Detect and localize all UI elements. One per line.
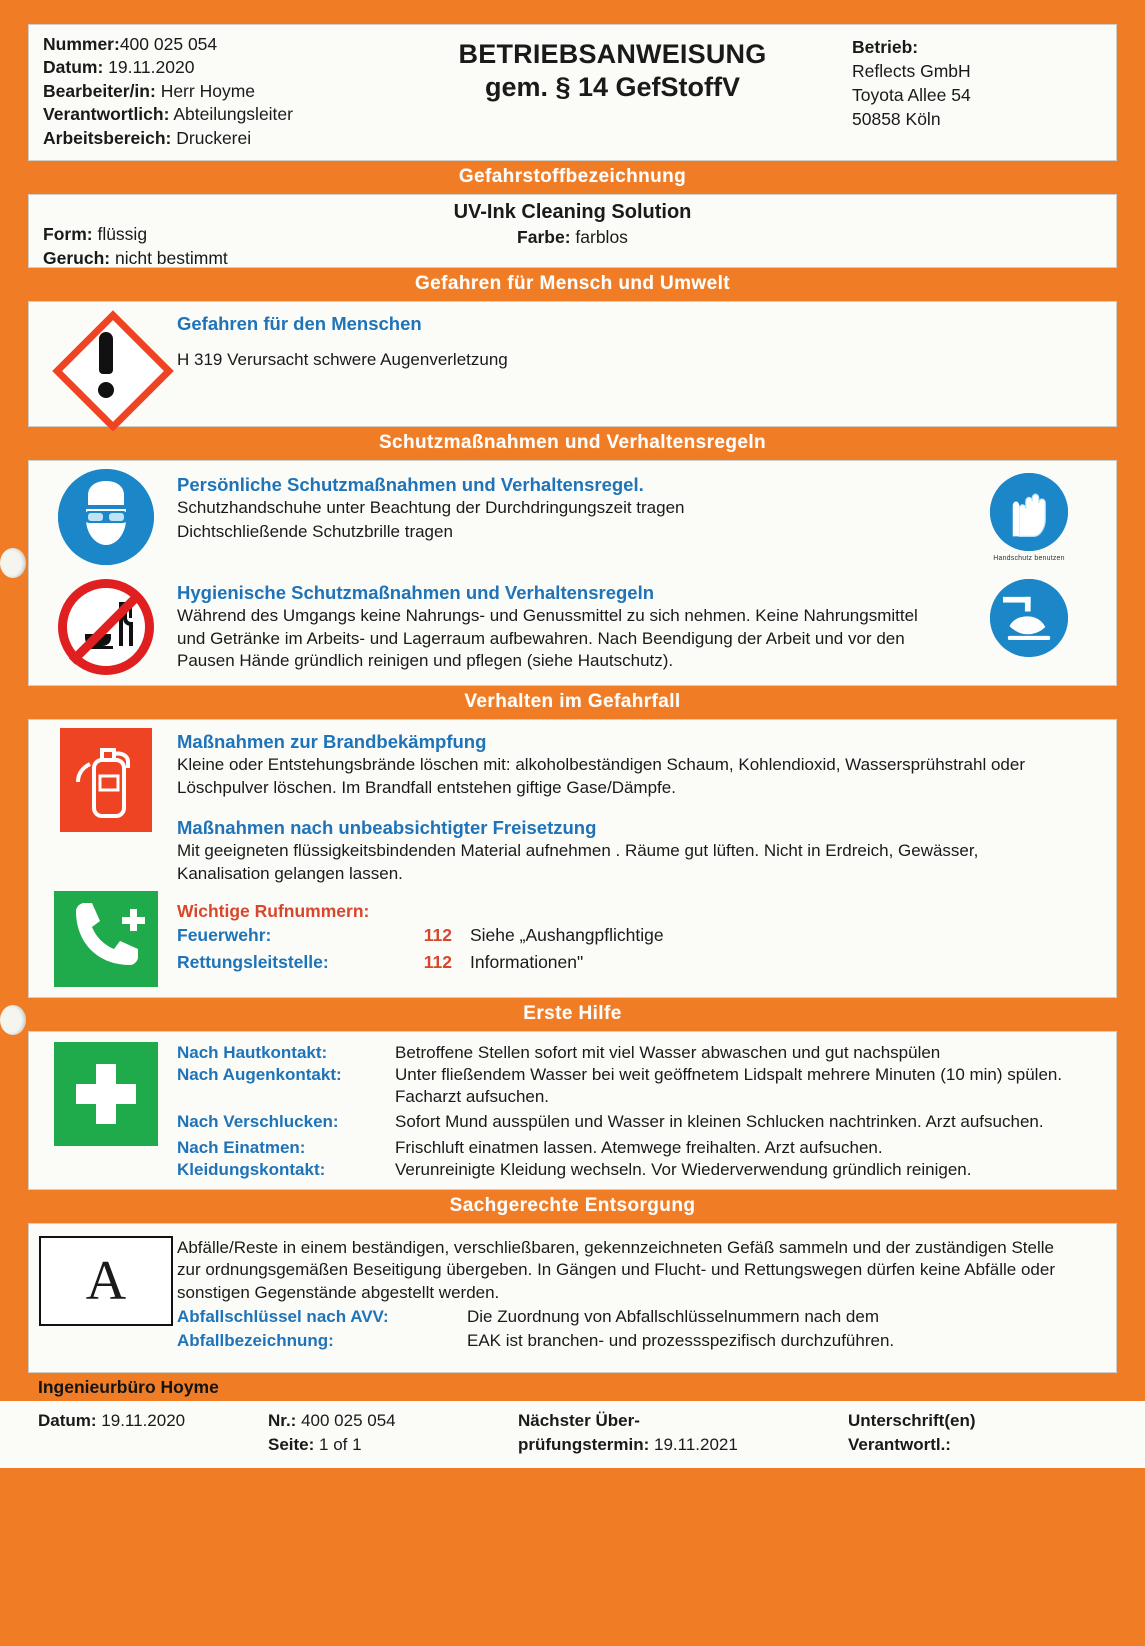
hand-protection-sign-icon — [990, 473, 1068, 551]
disposal-key-label: Abfallschlüssel nach AVV: — [177, 1307, 389, 1327]
footer-date-label: Datum: — [38, 1410, 97, 1430]
emergency-number-row — [177, 923, 1104, 948]
emergency-number-note-0: Siehe „Aushangpflichtige — [470, 925, 664, 946]
substance-form-label: Form: — [43, 224, 93, 245]
footer-sign-label-2: Verantwortl.: — [848, 1435, 951, 1455]
substance-odour-label: Geruch: — [43, 247, 111, 268]
company-block — [852, 33, 1102, 150]
footer-nr-value: 400 025 054 — [301, 1410, 396, 1430]
substance-color-label: Farbe: — [517, 227, 571, 248]
field-verantwortlich-value: Abteilungsleiter — [173, 104, 293, 125]
protection-panel — [28, 460, 1117, 686]
field-nummer — [43, 33, 373, 56]
firstaid-label-0: Nach Hautkontakt: — [177, 1043, 328, 1063]
hand-protection-caption: Handschutz benutzen — [993, 555, 1065, 563]
disposal-icon-column — [41, 1236, 171, 1353]
disposal-panel — [28, 1223, 1117, 1373]
footer-brand: Ingenieurbüro Hoyme — [38, 1376, 219, 1397]
firstaid-row — [177, 1042, 1104, 1064]
firstaid-row — [177, 1159, 1104, 1181]
field-bearbeiter — [43, 80, 373, 103]
footer-review-label-1: Nächster Über- — [518, 1410, 640, 1430]
field-arbeitsbereich — [43, 127, 373, 150]
field-arbeitsbereich-value: Druckerei — [176, 127, 252, 148]
release-text: Mit geeigneten flüssigkeitsbindenden Material aufnehmen . Räume gut lüften. Nicht in Erdreich, Gewässer, Kanalisation gelangen lassen. — [177, 841, 979, 883]
firstaid-text-4: Verunreinigte Kleidung wechseln. Vor Wiederverwendung gründlich reinigen. — [395, 1159, 972, 1179]
emergency-panel — [28, 719, 1117, 998]
fire-text: Kleine oder Entstehungsbrände löschen mit: alkoholbeständigen Schaum, Kohlendioxid, Wassersprühstrahl oder Löschpulver löschen. Im Brandfall entstehen giftige Gase/Dämpfe. — [177, 755, 1025, 797]
personal-protection-line-2: Dichtschließende Schutzbrille tragen — [177, 521, 453, 541]
fire-heading: Maßnahmen zur Brandbekämpfung — [177, 731, 487, 753]
hazards-panel — [28, 301, 1117, 427]
firstaid-label-4: Kleidungskontakt: — [177, 1159, 326, 1179]
substance-color-value: farblos — [575, 227, 628, 248]
wash-hands-sign-icon — [990, 579, 1068, 657]
footer-date-cell — [38, 1409, 268, 1458]
footer-review-cell — [518, 1409, 848, 1458]
personal-protection-heading: Persönliche Schutzmaßnahmen und Verhaltensregel. — [177, 474, 644, 496]
footer-grid — [0, 1401, 1145, 1468]
disposal-name-label: Abfallbezeichnung: — [177, 1331, 334, 1351]
field-bearbeiter-label: Bearbeiter/in: — [43, 80, 156, 101]
eye-protection-sign-icon — [58, 469, 154, 565]
disposal-name-value: EAK ist branchen- und prozessspezifisch durchzuführen. — [467, 1331, 895, 1351]
company-name: Reflects GmbH — [852, 61, 971, 82]
hazards-heading: Gefahren für den Menschen — [177, 313, 422, 335]
document-header — [28, 24, 1117, 161]
page-title — [373, 33, 852, 150]
footer-number-cell — [268, 1409, 518, 1458]
section-bar-firstaid: Erste Hilfe — [523, 1003, 622, 1025]
page-title-line1: BETRIEBSANWEISUNG — [458, 39, 767, 69]
substance-name: UV-Ink Cleaning Solution — [453, 201, 692, 224]
footer-nr-label: Nr.: — [268, 1410, 297, 1430]
company-label: Betrieb: — [852, 37, 919, 57]
firstaid-label-2: Nach Verschlucken: — [177, 1112, 339, 1132]
field-datum — [43, 56, 373, 79]
field-nummer-value: 400 025 054 — [119, 34, 218, 54]
emergency-number-value-1: 112 — [423, 951, 452, 972]
fire-text-column — [171, 728, 1104, 885]
fire-icon-column — [41, 728, 171, 885]
company-street: Toyota Allee 54 — [852, 85, 971, 106]
field-arbeitsbereich-label: Arbeitsbereich: — [43, 127, 172, 148]
punch-hole-bottom — [0, 1005, 26, 1035]
firstaid-text-1: Unter fließendem Wasser bei weit geöffnetem Lidspalt mehrere Minuten (10 min) spülen. Facharzt aufsuchen. — [395, 1065, 1063, 1107]
firstaid-text-2: Sofort Mund ausspülen und Wasser in kleinen Schlucken nachtrinken. Arzt aufsuchen. — [395, 1112, 1044, 1132]
footer-sign-label-1: Unterschrift(en) — [848, 1410, 976, 1430]
section-bar-substance: Gefahrstoffbezeichnung — [458, 166, 687, 188]
section-bar-disposal: Sachgerechte Entsorgung — [449, 1194, 696, 1216]
disposal-name-row — [177, 1330, 1104, 1352]
eye-protection-icon-column — [41, 469, 171, 565]
substance-odour — [43, 247, 228, 271]
section-bar-emergency: Verhalten im Gefahrfall — [464, 691, 681, 713]
emergency-number-row — [177, 950, 1104, 975]
field-nummer-label: Nummer: — [43, 34, 120, 54]
footer-page-value: 1 of 1 — [319, 1435, 362, 1455]
header-fields — [43, 33, 373, 150]
field-verantwortlich — [43, 103, 373, 126]
personal-protection-line-1: Schutzhandschuhe unter Beachtung der Durchdringungszeit tragen — [177, 498, 685, 518]
no-eating-icon-column — [41, 579, 171, 675]
page-title-line2: gem. § 14 GefStoffV — [484, 72, 741, 102]
section-bar-protection: Schutzmaßnahmen und Verhaltensregeln — [378, 432, 767, 454]
punch-hole-top — [0, 548, 26, 578]
ghs07-exclamation-icon — [54, 312, 158, 416]
section-bar-hazards: Gefahren für Mensch und Umwelt — [415, 273, 730, 295]
firstaid-row — [177, 1064, 1104, 1108]
emergency-number-note-1: Informationen" — [470, 951, 584, 972]
disposal-text: Abfälle/Reste in einem beständigen, verschließbaren, gekennzeichneten Gefäß sammeln und der zuständigen Stelle zur ordnungsgemäßen Beseitigung übergeben. In Gängen und Flucht- und Rettungswegen dürfen keine Abfälle oder sonstigen Gegenstände abgestellt werden. — [177, 1237, 1055, 1302]
field-datum-label: Datum: — [43, 57, 104, 78]
disposal-key-row — [177, 1306, 1104, 1328]
firstaid-row — [177, 1111, 1104, 1133]
field-verantwortlich-label: Verantwortlich: — [43, 104, 170, 125]
disposal-text-column — [171, 1236, 1104, 1353]
firstaid-text-3: Frischluft einatmen lassen. Atemwege freihalten. Arzt aufsuchen. — [395, 1137, 883, 1157]
release-heading: Maßnahmen nach unbeabsichtigter Freisetzung — [177, 817, 597, 839]
field-bearbeiter-value: Herr Hoyme — [160, 80, 256, 101]
emergency-numbers-heading: Wichtige Rufnummern: — [177, 901, 370, 922]
footer-review-value: 19.11.2021 — [654, 1435, 738, 1455]
field-datum-value: 19.11.2020 — [108, 57, 195, 78]
waste-class-a-icon: A — [39, 1236, 173, 1326]
substance-panel — [28, 194, 1117, 268]
no-eating-drinking-sign-icon — [58, 579, 154, 675]
firstaid-label-3: Nach Einatmen: — [177, 1137, 306, 1157]
hazard-icon-column — [41, 312, 171, 416]
firstaid-rows — [171, 1042, 1104, 1181]
firstaid-panel — [28, 1031, 1117, 1190]
footer-signature-cell — [848, 1409, 1107, 1458]
hazards-text-column — [171, 312, 1104, 416]
emergency-phone-icon — [54, 891, 158, 987]
fire-extinguisher-icon — [60, 728, 152, 832]
emergency-number-label-0: Feuerwehr: — [177, 925, 272, 946]
hygiene-heading: Hygienische Schutzmaßnahmen und Verhaltensregeln — [177, 582, 655, 604]
footer-page-label: Seite: — [268, 1435, 315, 1455]
emergency-phone-icon-column — [41, 891, 171, 987]
firstaid-text-0: Betroffene Stellen sofort mit viel Wasser abwaschen und gut nachspülen — [395, 1043, 941, 1063]
emergency-number-value-0: 112 — [423, 925, 452, 946]
substance-form-value: flüssig — [97, 224, 148, 245]
footer-review-label-2: prüfungstermin: — [518, 1435, 650, 1455]
disposal-key-value: Die Zuordnung von Abfallschlüsselnummern nach dem — [467, 1307, 880, 1327]
emergency-numbers-column — [171, 891, 1104, 987]
firstaid-row — [177, 1137, 1104, 1159]
emergency-number-label-1: Rettungsleitstelle: — [177, 951, 329, 972]
substance-form — [43, 223, 228, 247]
personal-protection-text — [171, 469, 954, 565]
company-city: 50858 Köln — [852, 109, 941, 130]
substance-odour-value: nicht bestimmt — [114, 247, 228, 268]
hazards-statement: H 319 Verursacht schwere Augenverletzung — [177, 350, 508, 370]
first-aid-cross-icon — [54, 1042, 158, 1146]
firstaid-label-1: Nach Augenkontakt: — [177, 1065, 342, 1085]
hygiene-text-column — [171, 579, 954, 675]
footer-date-value: 19.11.2020 — [101, 1410, 186, 1430]
hygiene-text: Während des Umgangs keine Nahrungs- und Genussmittel zu sich nehmen. Keine Nahrungsmittel und Getränke im Arbeits- und Lagerraum aufbewahren. Nach Beendigung der Arbeit und vor den Pausen Hände gründlich reinigen und pflegen (siehe Hautschutz). — [177, 606, 918, 671]
firstaid-icon-column — [41, 1042, 171, 1181]
